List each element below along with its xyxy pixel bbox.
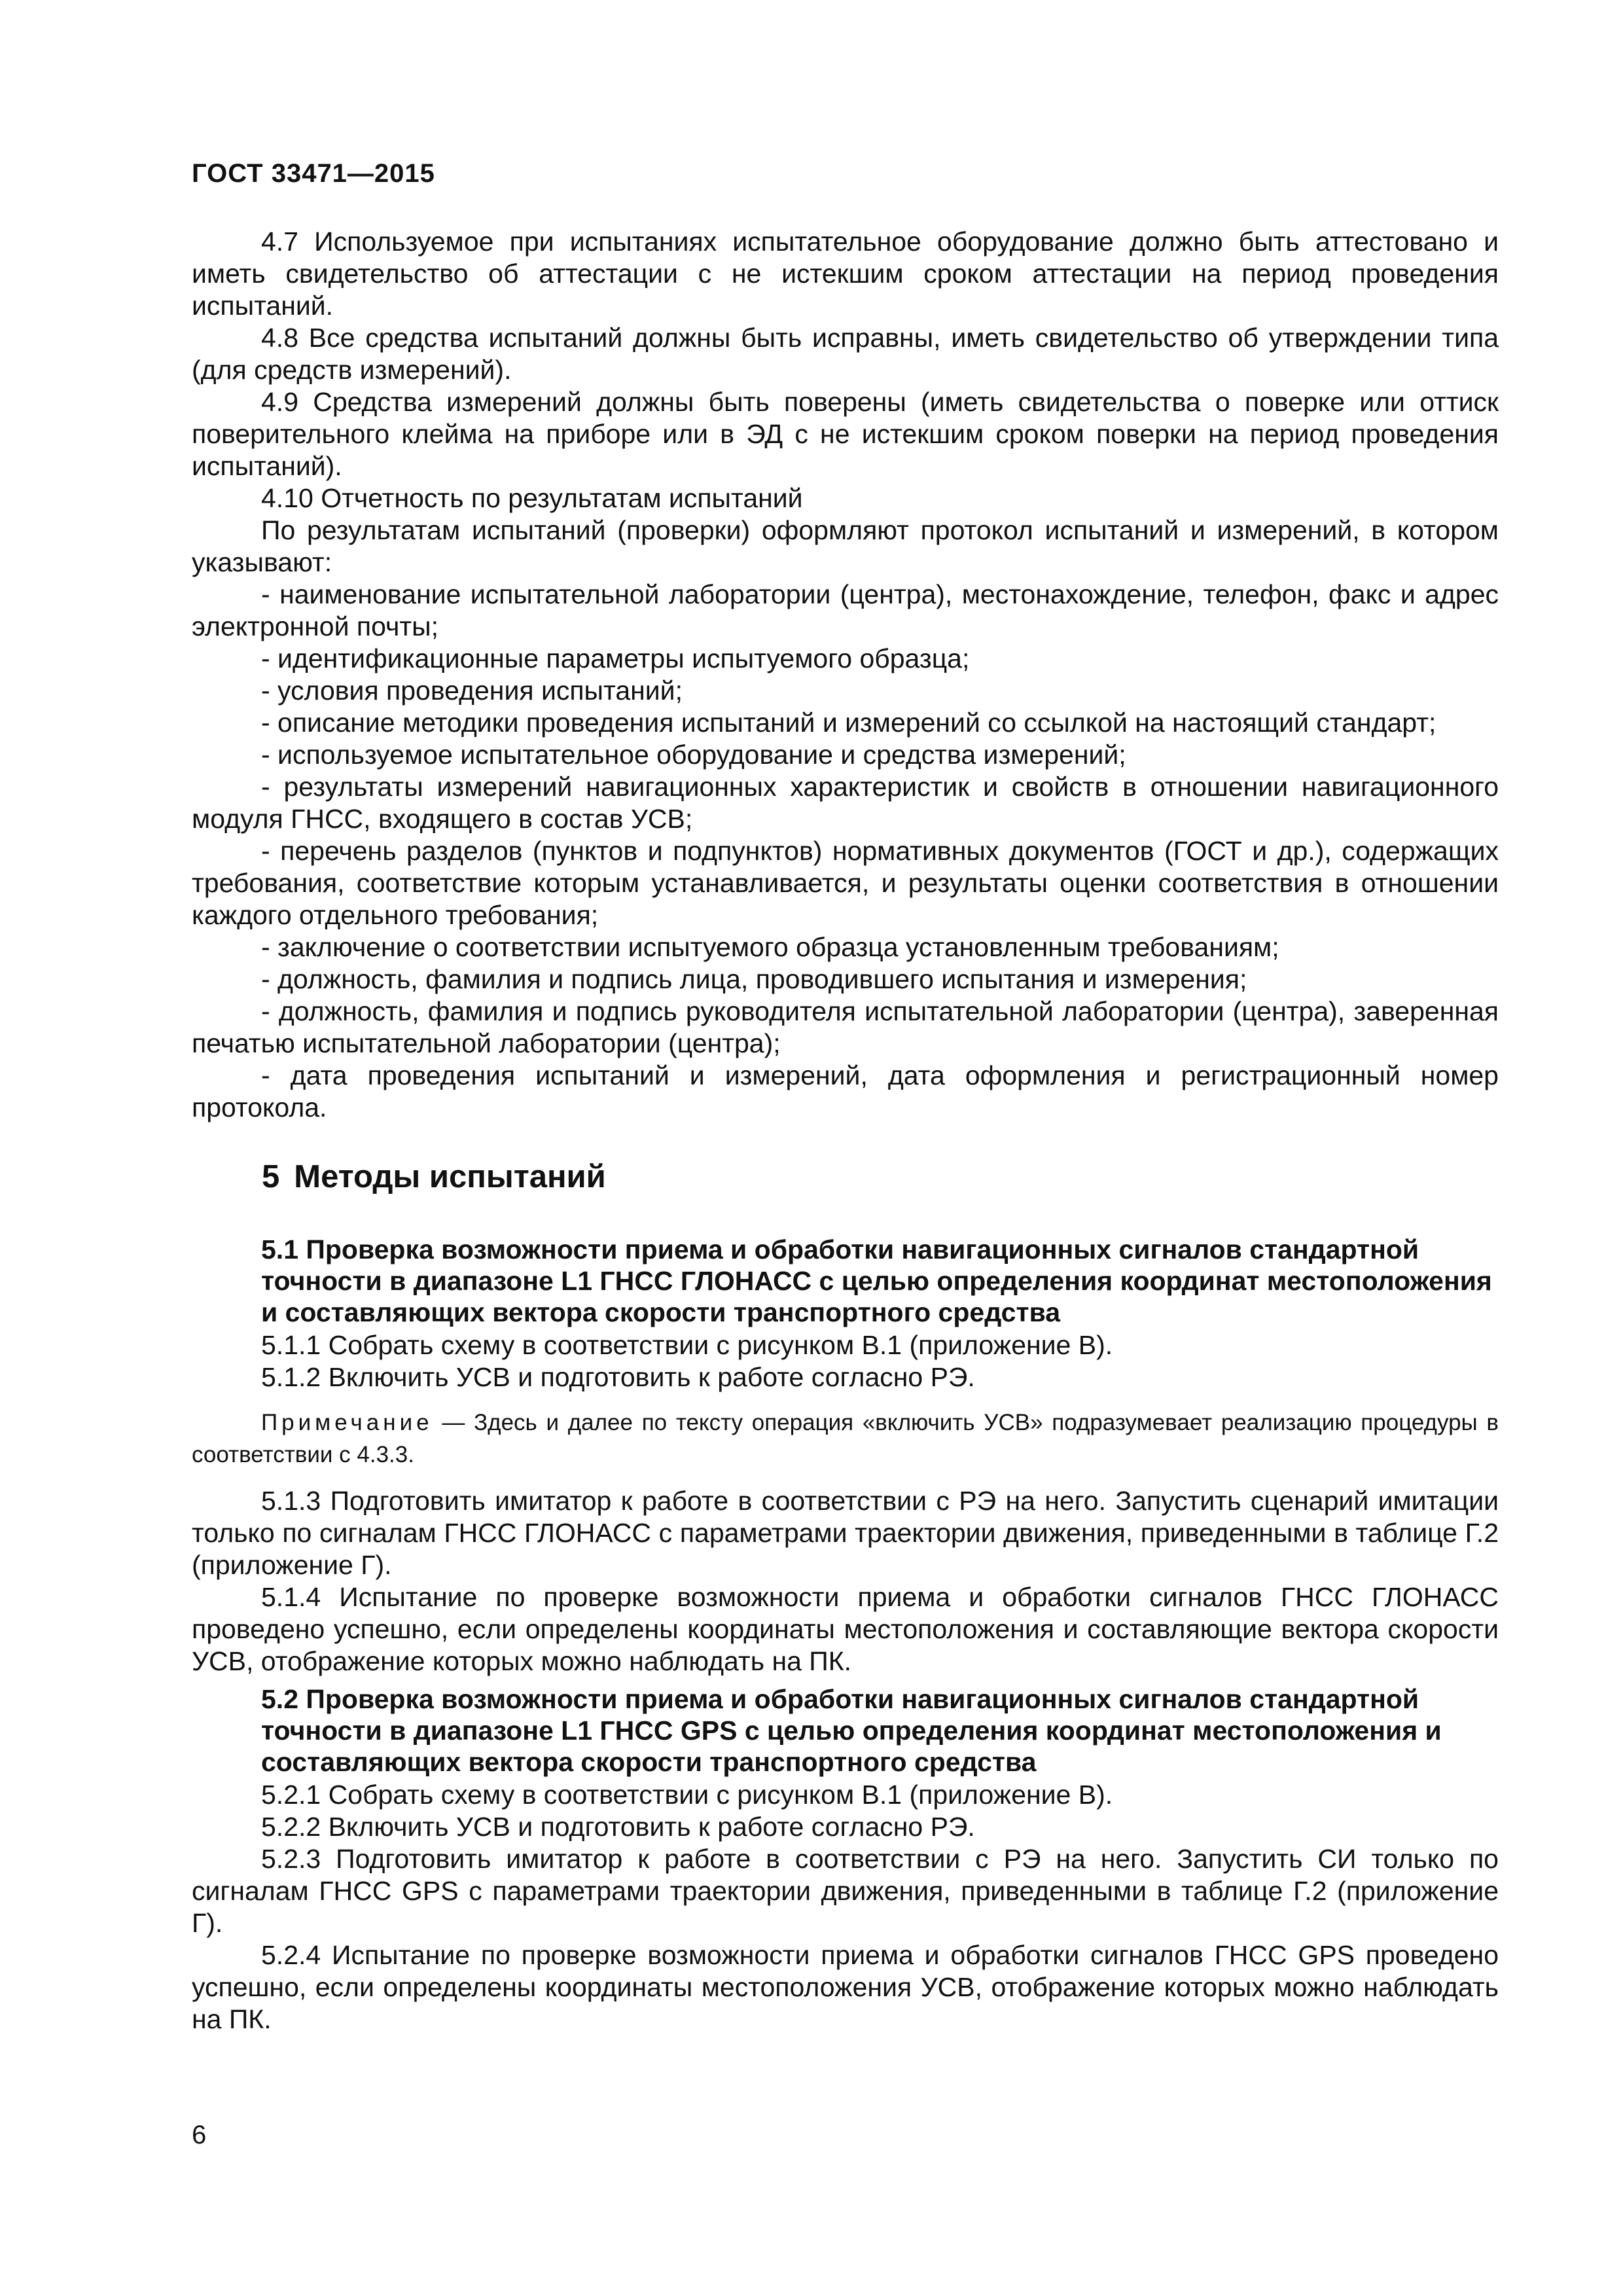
note-text: — Здесь и далее по тексту операция «включить УСВ» подразумевает реализацию процедуры в соответствии с 4.3.3. <box>192 1410 1499 1467</box>
clause-4-10: 4.10 Отчетность по результатам испытаний <box>261 483 803 513</box>
step-5-1-4: 5.1.4 Испытание по проверке возможности приема и обработки сигналов ГНСС ГЛОНАСС проведено успешно, если определены координаты местоположения и составляющие вектора скорости УСВ, отображение которых можно наблюдать на ПК. <box>192 1582 1499 1676</box>
report-item: - условия проведения испытаний; <box>261 675 683 706</box>
clause-4-7: 4.7 Используемое при испытаниях испытательное оборудование должно быть аттестовано и иметь свидетельство об аттестации с не истекшим сроком аттестации на период проведения испытаний. <box>192 226 1499 321</box>
report-item: - дата проведения испытаний и измерений, дата оформления и регистрационный номер протокола. <box>192 1060 1499 1122</box>
step-5-2-3: 5.2.3 Подготовить имитатор к работе в соответствии с РЭ на него. Запустить СИ только по сигналам ГНСС GPS с параметрами траектории движения, приведенными в таблице Г.2 (приложение Г). <box>192 1844 1499 1938</box>
report-item: - должность, фамилия и подпись руководителя испытательной лаборатории (центра), заверенная печатью испытательной лаборатории (центра); <box>192 996 1499 1058</box>
report-item: - наименование испытательной лаборатории (центра), местонахождение, телефон, факс и адрес электронной почты; <box>192 579 1499 641</box>
note <box>192 1407 1499 1471</box>
report-item: - описание методики проведения испытаний и измерений со ссылкой на настоящий стандарт; <box>261 708 1436 738</box>
section-5-heading <box>262 1158 606 1195</box>
step-5-2-1: 5.2.1 Собрать схему в соответствии с рисунком В.1 (приложение В). <box>261 1780 1113 1810</box>
subsection-5-2 <box>192 1683 1499 2036</box>
report-item: - перечень разделов (пунктов и подпунктов) нормативных документов (ГОСТ и др.), содержащих требования, соответствие которым устанавливается, и результаты оценки соответствия в отношении каждого отдельного требования; <box>192 836 1499 930</box>
step-5-2-4: 5.2.4 Испытание по проверке возможности приема и обработки сигналов ГНСС GPS проведено успешно, если определены координаты местоположения УСВ, отображение которых можно наблюдать на ПК. <box>192 1940 1499 2034</box>
section-title: Методы испытаний <box>294 1159 606 1194</box>
note-label: Примечание <box>261 1410 433 1435</box>
report-item: - результаты измерений навигационных характеристик и свойств в отношении навигационного модуля ГНСС, входящего в состав УСВ; <box>192 772 1499 834</box>
clause-4-9: 4.9 Средства измерений должны быть поверены (иметь свидетельства о поверке или оттиск поверительного клейма на приборе или в ЭД с не истекшим сроком поверки на период проведения испытаний). <box>192 387 1499 481</box>
step-5-1-2: 5.1.2 Включить УСВ и подготовить к работе согласно РЭ. <box>261 1362 975 1392</box>
subsection-5-2-title: 5.2 Проверка возможности приема и обработки навигационных сигналов стандартной точности в диапазоне L1 ГНСС GPS с целью определения координат местоположения и составляющих вектора скорости транспортного средства <box>261 1684 1442 1777</box>
report-item: - идентификационные параметры испытуемого образца; <box>261 643 970 673</box>
document-header: ГОСТ 33471—2015 <box>192 159 435 188</box>
clause-4-8: 4.8 Все средства испытаний должны быть исправны, иметь свидетельство об утверждении типа (для средств измерений). <box>192 323 1499 385</box>
report-item: - должность, фамилия и подпись лица, проводившего испытания и измерения; <box>261 964 1247 994</box>
section-number: 5 <box>262 1159 280 1194</box>
step-5-1-3: 5.1.3 Подготовить имитатор к работе в соответствии с РЭ на него. Запустить сценарий имитации только по сигналам ГНСС ГЛОНАСС с параметрами траектории движения, приведенными в таблице Г.2 (приложение Г). <box>192 1486 1499 1580</box>
page-number: 6 <box>192 2121 207 2149</box>
subsection-5-1 <box>192 1234 1499 1677</box>
report-item: - заключение о соответствии испытуемого образца установленным требованиям; <box>261 932 1279 962</box>
step-5-2-2: 5.2.2 Включить УСВ и подготовить к работе согласно РЭ. <box>261 1812 975 1842</box>
step-5-1-1: 5.1.1 Собрать схему в соответствии с рисунком В.1 (приложение В). <box>261 1330 1113 1360</box>
report-item: - используемое испытательное оборудование и средства измерений; <box>261 740 1126 770</box>
subsection-5-1-title: 5.1 Проверка возможности приема и обработки навигационных сигналов стандартной точности в диапазоне L1 ГНСС ГЛОНАСС с целью определения координат местоположения и составляющих вектора скорости транспортного средства <box>261 1234 1492 1327</box>
report-intro: По результатам испытаний (проверки) оформляют протокол испытаний и измерений, в котором указывают: <box>192 515 1499 577</box>
clauses-4-block <box>192 226 1499 1124</box>
